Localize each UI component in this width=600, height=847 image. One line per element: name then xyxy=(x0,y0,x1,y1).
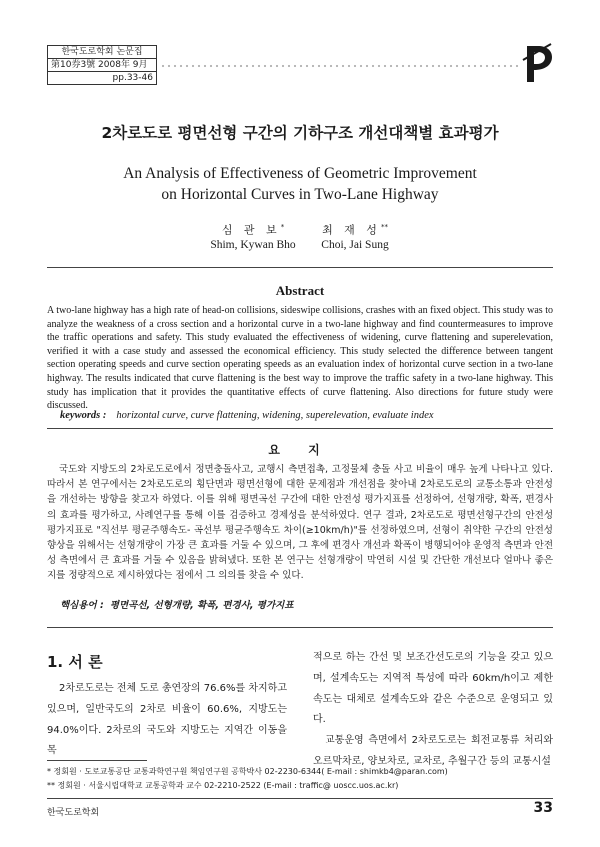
author-name-english: Shim, Kywan Bho xyxy=(210,238,296,251)
footnotes xyxy=(47,765,553,793)
keywords-text: horizontal curve, curve flattening, widening, superelevation, evaluate index xyxy=(116,410,434,421)
title-english-line: on Horizontal Curves in Two-Lane Highway xyxy=(161,186,439,203)
footnote: ** 정회원 · 서울시립대학교 교통공학과 교수 02-2210-2522 (E-mail : traffic@ uoscc.uos.ac.kr) xyxy=(47,781,399,790)
author-name-english: Choi, Jai Sung xyxy=(321,238,389,251)
journal-name: 한국도로학회 논문집 xyxy=(48,46,156,59)
footer-society: 한국도로학회 xyxy=(47,808,100,818)
section-heading: 1. 서 론 xyxy=(47,653,103,671)
society-logo-icon xyxy=(521,40,555,84)
abstract-text: A two-lane highway has a high rate of head-on collisions, sideswipe collisions, crashes with an fixed object. This study was to analyze the weakness of a cross section and a horizontal curve in a two-lane highway and find countermeasures to improve the traffic operations and safety. This study evaluated the effectiveness of widening, curve flattening and superelevation, verified it with a case study and assessed the economical efficiency. This study selected the difference between tangent section operating speeds and curve section operating speeds as an evaluation index of horizontal curve section in a two-lane highway. The results indicated that curve flattening is the best way to improve the traffic safety in a two-lane highway. This study has implication that it provides the quantitative effects of curve flattening. Also directions for future study were discussed. xyxy=(47,305,553,412)
footer-rule xyxy=(47,798,553,799)
keywords-label: keywords : xyxy=(60,410,107,421)
author xyxy=(300,220,410,253)
core-terms-text: 평면곡선, 선형개량, 확폭, 편경사, 평가지표 xyxy=(109,600,294,611)
core-terms-label: 핵심용어 : xyxy=(60,600,104,611)
paragraph: 교통운영 측면에서 2차로도로는 회전교통류 처리와 오르막차로, 양보차로, 교차로, 추월구간 등의 교통시설 xyxy=(313,735,553,767)
journal-info-box xyxy=(47,45,157,85)
paragraph: 적으로 하는 간선 및 보조간선도로의 기능을 갖고 있으며, 설계속도는 지역적 특성에 따라 60km/h이고 제한속도는 대체로 설계속도와 같은 수준으로 운영되고 있다. xyxy=(313,652,553,726)
summary-text: 국도와 지방도의 2차로도로에서 정면충돌사고, 교행시 측면접촉, 고정물체 충돌 사고 비율이 매우 높게 나타나고 있다. 따라서 본 연구에서는 2차로도로의 횡단면과 평면선형에 대한 문제점과 개선점을 찾아내 2차로도로의 교통소통과 안전성을 개선하는 방향을 찾고자 하였다. 이를 위해 평면곡선 구간에 대한 안전성 평가지표를 선정하여, 선형개량, 확폭, 편경사의 효과를 평가하고, 사례연구를 통해 이를 검증하고 경제성을 분석하였다. 연구 결과, 2차로도로 평면선형구간의 안전성 평가지표로 "직선부 평균주행속도- 곡선부 평균주행속도 차이(≥10km/h)"를 선정하였으며, 선형이 취약한 구간의 안전성 향상을 위해서는 선형개량이 가장 큰 효과를 거둘 수 있으며, 그 후에 편경사 개선과 확폭이 병행되어야 운영적 측면과 안전성 측면에서 큰 효과를 거둘 수 있음을 밝혀냈다. 또한 본 연구는 선형개량이 막연히 시설 및 간단한 개선보다 얼마나 좋은지를 정량적으로 제시하였다는 점에서 그 의의를 찾을 수 있다. xyxy=(47,464,553,582)
author-name-korean: 최 재 성 xyxy=(322,223,381,237)
paragraph: 2차로도로는 전체 도로 총연장의 76.6%를 차지하고 있으며, 일반국도의 2차로 비율이 60.6%, 지방도는 94.0%이다. 2차로의 국도와 지방도는 지역간 이동을 목 xyxy=(47,683,287,757)
author-mark: * xyxy=(280,223,285,231)
body-column-right xyxy=(313,648,553,773)
footnote-rule xyxy=(47,760,147,761)
title-english xyxy=(0,163,600,205)
author-mark: ** xyxy=(380,223,388,231)
body-column-left xyxy=(47,679,287,762)
divider xyxy=(47,428,553,429)
page-number: 33 xyxy=(533,800,553,816)
title-korean: 2차로도로 평면선형 구간의 기하구조 개선대책별 효과평가 xyxy=(101,124,499,142)
footnote: * 정회원 · 도로교통공단 교통과학연구원 책임연구원 공학박사 02-2230-6344( E-mail : shimkb4@paran.com) xyxy=(47,767,448,776)
journal-pages: pp.33-46 xyxy=(112,73,153,83)
summary-heading: 요 지 xyxy=(268,443,332,457)
title-english-line: An Analysis of Effectiveness of Geometric Improvement xyxy=(123,165,477,182)
keywords xyxy=(60,410,540,421)
divider xyxy=(47,627,553,628)
divider xyxy=(47,267,553,268)
journal-volume: 第10券3號 2008年 9月 xyxy=(48,59,156,72)
abstract-heading: Abstract xyxy=(275,283,325,298)
dotted-divider xyxy=(160,64,520,68)
core-terms xyxy=(60,597,540,611)
author xyxy=(198,220,308,253)
author-name-korean: 심 관 보 xyxy=(221,223,281,237)
